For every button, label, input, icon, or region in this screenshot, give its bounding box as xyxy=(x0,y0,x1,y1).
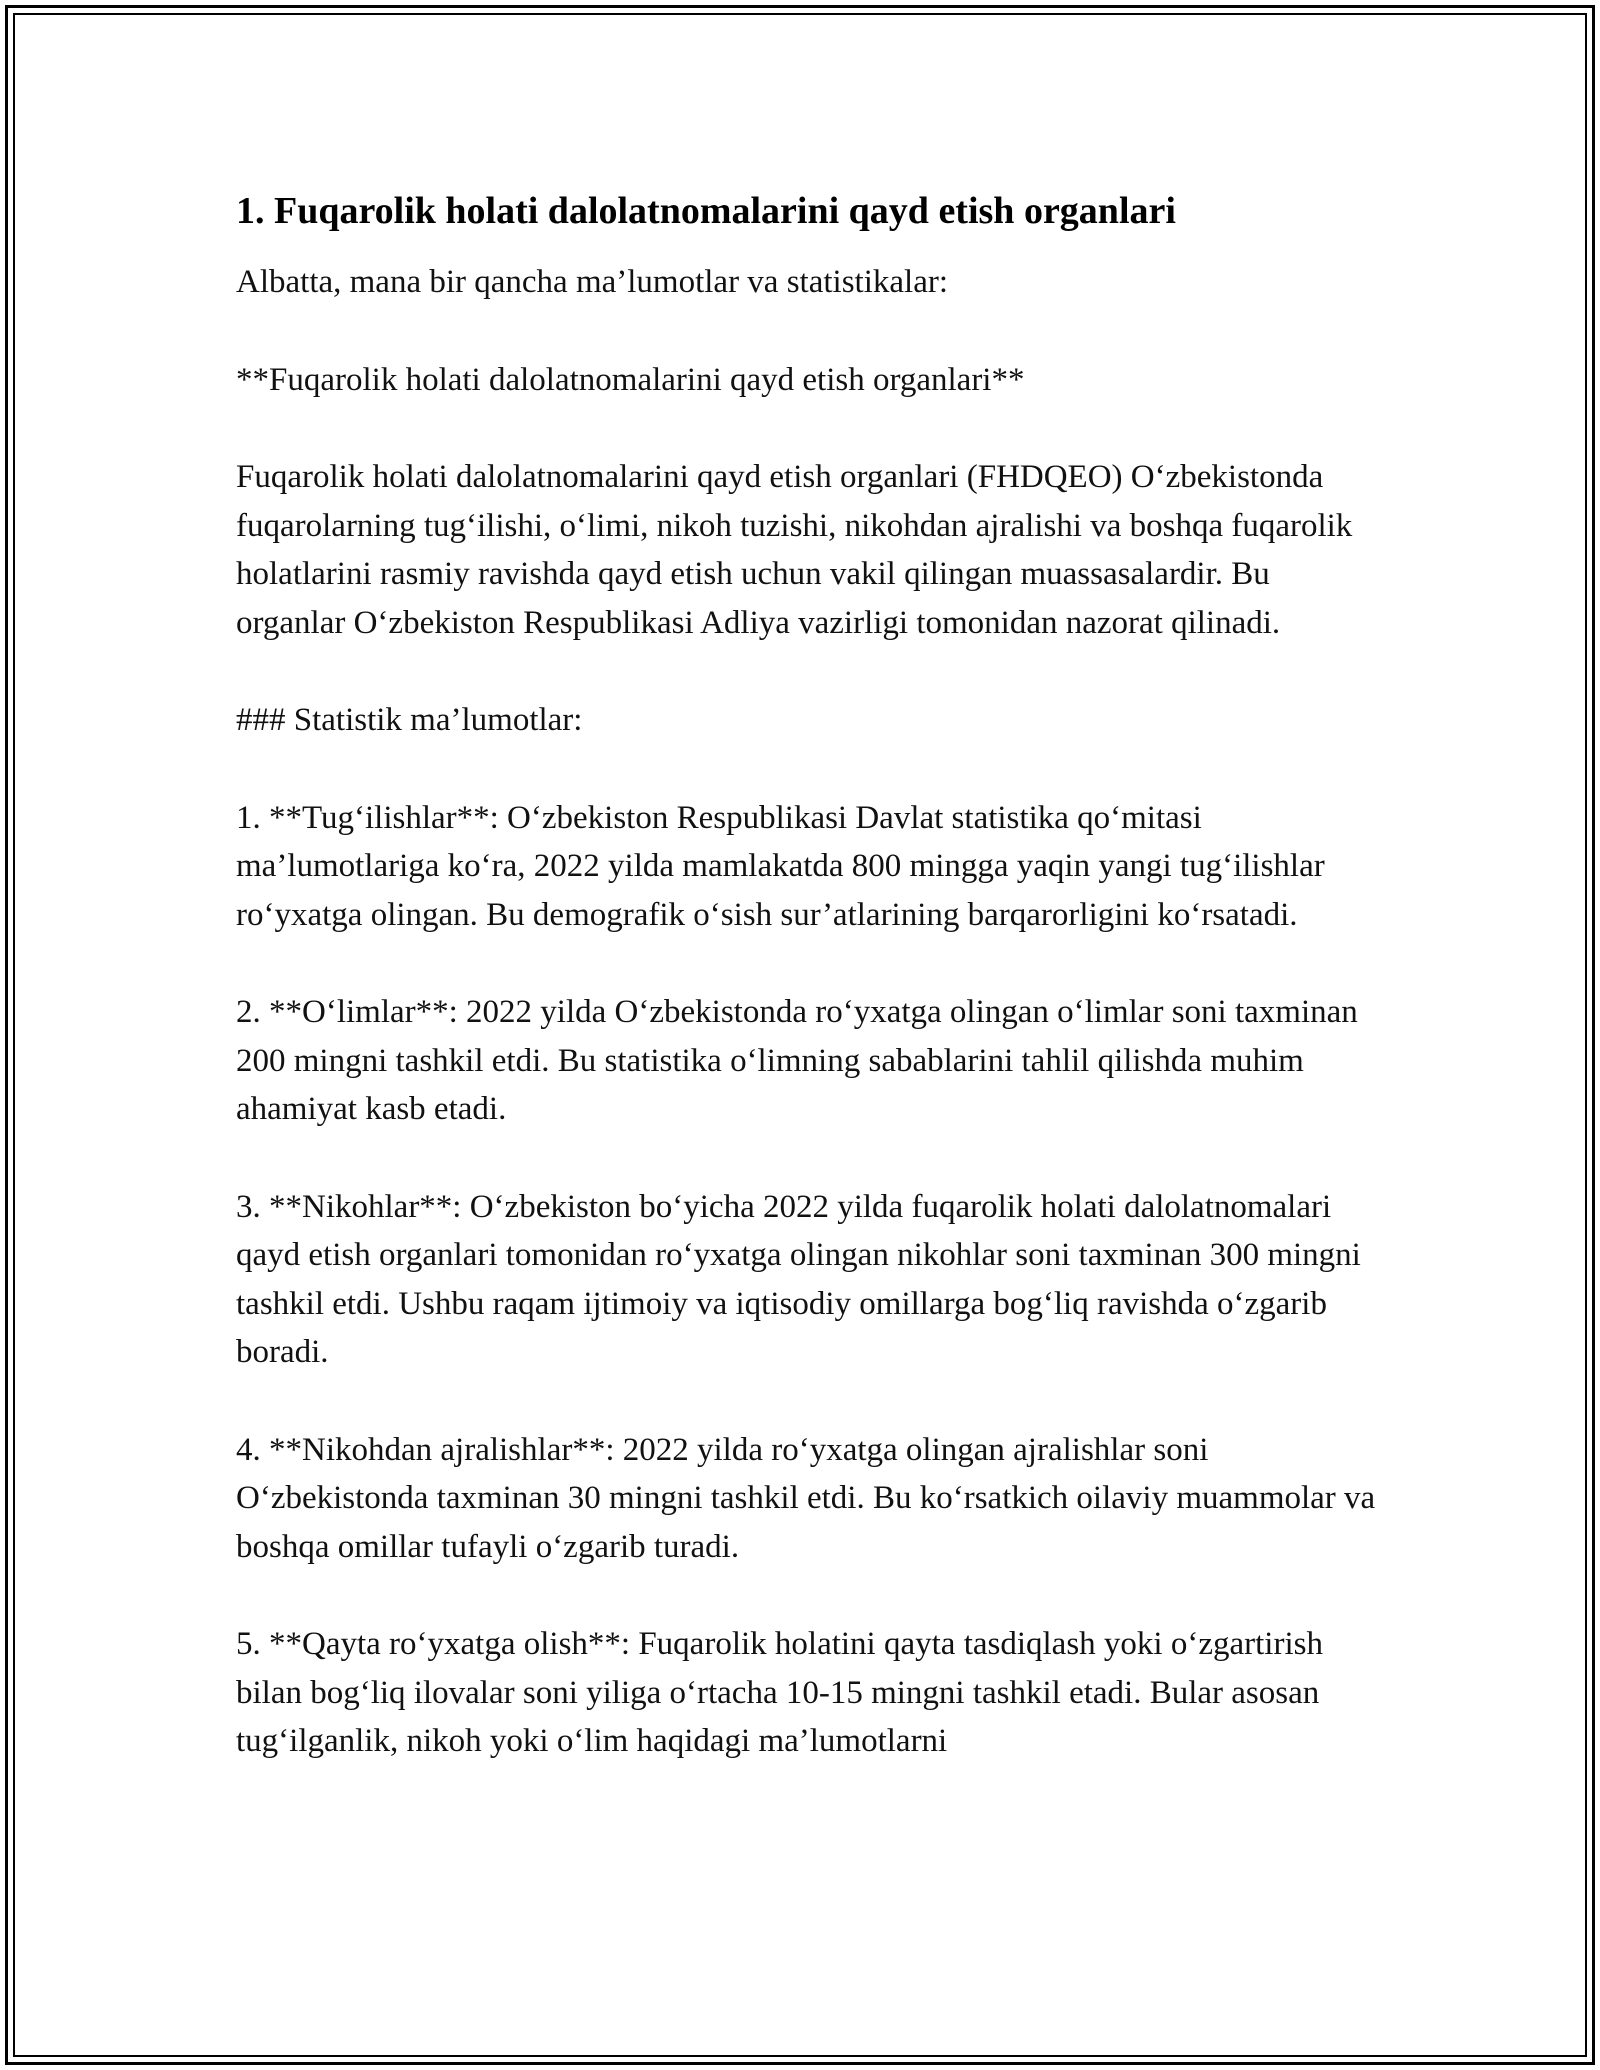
deaths-paragraph: 2. **O‘limlar**: 2022 yilda O‘zbekistonda ro‘yxatga olingan o‘limlar soni taxminan 200 mingni tashkil etdi. Bu statistika o‘limning sabablarini tahlil qilishda muhim ahamiyat kasb etadi. xyxy=(236,994,1358,1127)
description-paragraph: Fuqarolik holati dalolatnomalarini qayd etish organlari (FHDQEO) O‘zbekistonda fuqarolarning tug‘ilishi, o‘limi, nikoh tuzishi, nikohdan ajralishi va boshqa fuqarolik holatlarini rasmiy ravishda qayd etish uchun vakil qilingan muassasalardir. Bu organlar O‘zbekiston Respublikasi Adliya vazirligi tomonidan nazorat qilinadi. xyxy=(236,459,1353,641)
statistics-heading-paragraph: ### Statistik ma’lumotlar: xyxy=(236,702,583,738)
births-paragraph: 1. **Tug‘ilishlar**: O‘zbekiston Respublikasi Davlat statistika qo‘mitasi ma’lumotlariga ko‘ra, 2022 yilda mamlakatda 800 mingga yaqin yangi tug‘ilishlar ro‘yxatga olingan. Bu demografik o‘sish sur’atlarining barqarorligini ko‘rsatadi. xyxy=(236,799,1325,933)
intro-paragraph: Albatta, mana bir qancha ma’lumotlar va statistikalar: xyxy=(236,264,948,300)
reregistration-paragraph: 5. **Qayta ro‘yxatga olish**: Fuqarolik holatini qayta tasdiqlash yoki o‘zgartirish bilan bog‘liq ilovalar soni yiligа o‘rtacha 10-15 mingni tashkil etadi. Bular asosan tug‘ilganlik, nikoh yoki o‘lim haqidagi ma’lumotlarni xyxy=(236,1626,1323,1759)
document-heading: 1. Fuqarolik holati dalolatnomalarini qayd etish organlari xyxy=(236,190,1176,232)
marriages-paragraph: 3. **Nikohlar**: O‘zbekiston bo‘yicha 2022 yilda fuqarolik holati dalolatnomalari qayd etish organlari tomonidan ro‘yxatga olingan nikohlar soni taxminan 300 mingni tashkil etdi. Ushbu raqam ijtimoiy va iqtisodiy omillarga bog‘liq ravishda o‘zgarib boradi. xyxy=(236,1188,1361,1370)
document-body xyxy=(236,186,1376,1815)
bold-title-paragraph: **Fuqarolik holati dalolatnomalarini qayd etish organlari** xyxy=(236,361,1025,398)
divorces-paragraph: 4. **Nikohdan ajralishlar**: 2022 yilda ro‘yxatga olingan ajralishlar soni O‘zbekistonda taxminan 30 mingni tashkil etdi. Bu ko‘rsatkich oilaviy muammolar va boshqa omillar tufayli o‘zgarib turadi. xyxy=(236,1431,1376,1565)
